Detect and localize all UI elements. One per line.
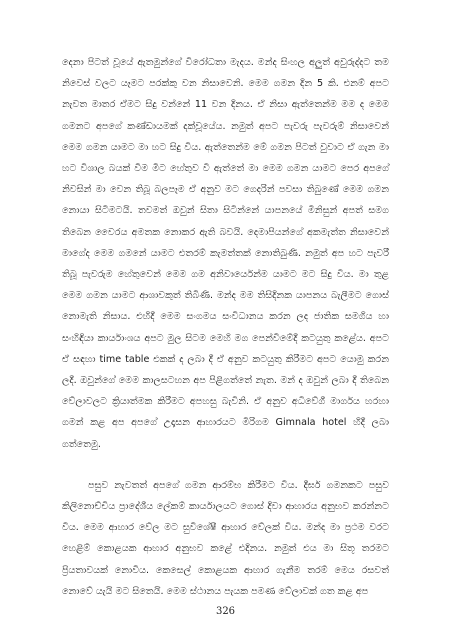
body-paragraph-1: දෙනා පිටත් වූයේ ඇතමුන්ගේ විරෝධතා මැදය. මන්ද සිංහල අලුත් අවුරුද්දට තම නිවෙස් වලට යෑමට පරක්කු වන නිසාවෙනි. මෙම ගමන දින 5 කි. එනම් අපට නැවත මාතර ඒමට සිදු වන්නේ 11 වන දිනය. ඒ නිසා ඇත්තෙන්ම මම ද මෙම ගමනට අපගේ කණ්ඩායමක් දක්වූයේය. නමුත් අපට පැවරු පැවරුම් නිසාවෙන් මෙම ගමන යාමට මා හට සිදු විය. ඇත්තෙන්ම මේ ගමන පිටත් වුවාට ඒ ගැන මා හට විශාල බයක් වීම මීට හේතුව වී ඇත්තේ මා මෙම ගමන යාමට පෙර අපගේ නිවසින් මා වෙන තිබූ බලපෑම ඒ අනුව මට ගෙදරින් පවසා තිබුණේ මෙම ගමන නොයා සිටීමටයි. තවමත් ඔවුන් සිතා සිටින්නේ යාපනයේ මිනිසුන් අපත් සමග තිබෙන වෛරය අමතක නොකර ඇති බවයි. දෙමාපියන්ගේ අකමැත්ත නිසාවෙන් මාගේද මෙම ගමනේ යාමට එතරම් කැමත්තක් නොතිබුණි. නමුත් අප හට පැවරී තිබූ පැවරුම හේතුවෙන් මෙම ගම අනිවාර්යෙන්ම යාමට මට සිදු විය. මා තුළ මෙම ගමන යාමට ආශාවකුත් තිබිණි. මන්ද මම තිසිදිනක යාපනය බැලීමට ගොස් නොමැති නිසාය. එහිදී මෙම සංගමය සංවිධානය කරන ලද ජාතික සමගිය හා සංහිඳියා කාර්යාංශය අපට මුල සිටම මෙහි මග පෙන්වීමේදී කටයුතු කළේය. අපට ඒ සඳහා time table එකක් ද ලබා දී ඒ අනුව කටයුතු කිරීමට අපට යොමු කරන ලදී. ඔවුන්ගේ මෙම කාලසටහන අප පිළිගත්තේ නැත. මන් ද ඔවුන් ලබා දී තිබෙන වේලාවලට ක්‍රියාත්මක කිරීමට අපහසු බැවිනි. ඒ අනුව අධිවේගී මාර්ගය හරහා ගමන් කළ අප අපගේ උදෑසන ආහාරයට මිරිගම Gimnala hotel හිදී ලබා ගත්තෙමු. bbox=[62, 57, 389, 450]
body-paragraph-2: පසුව නැවතත් අපගේ ගමන ආරම්භ කිරීමට විය. දීර්ඝ ගමනකට පසුව කිලිනොච්චිය ප්‍රාදේශීය ලේකම් කාර්යාලයට ගොස් දිවා ආහාරය අනුභව කරන්නට විය. මෙම ආහාර වේල මට සුවිශේෂී ආහාර වේලක් විය. මන්ද මා ප්‍රථම වරට හෙළිම් කොළයක ආහාර අනුභව කළේ එදිනය. නමුත් එය මා සිතූ තරමට ප්‍රියතාවයක් නොවීය. කෙසෙල් කොළයක ආහාර ගැනීම තරම් මෙය රසවත් නොවේ යැයි මට සිතෙයි. මෙම ස්ථානය පැයක පමණ වේලාවක් ගත කළ අප bbox=[62, 479, 389, 597]
page-number: 326 bbox=[215, 606, 236, 617]
